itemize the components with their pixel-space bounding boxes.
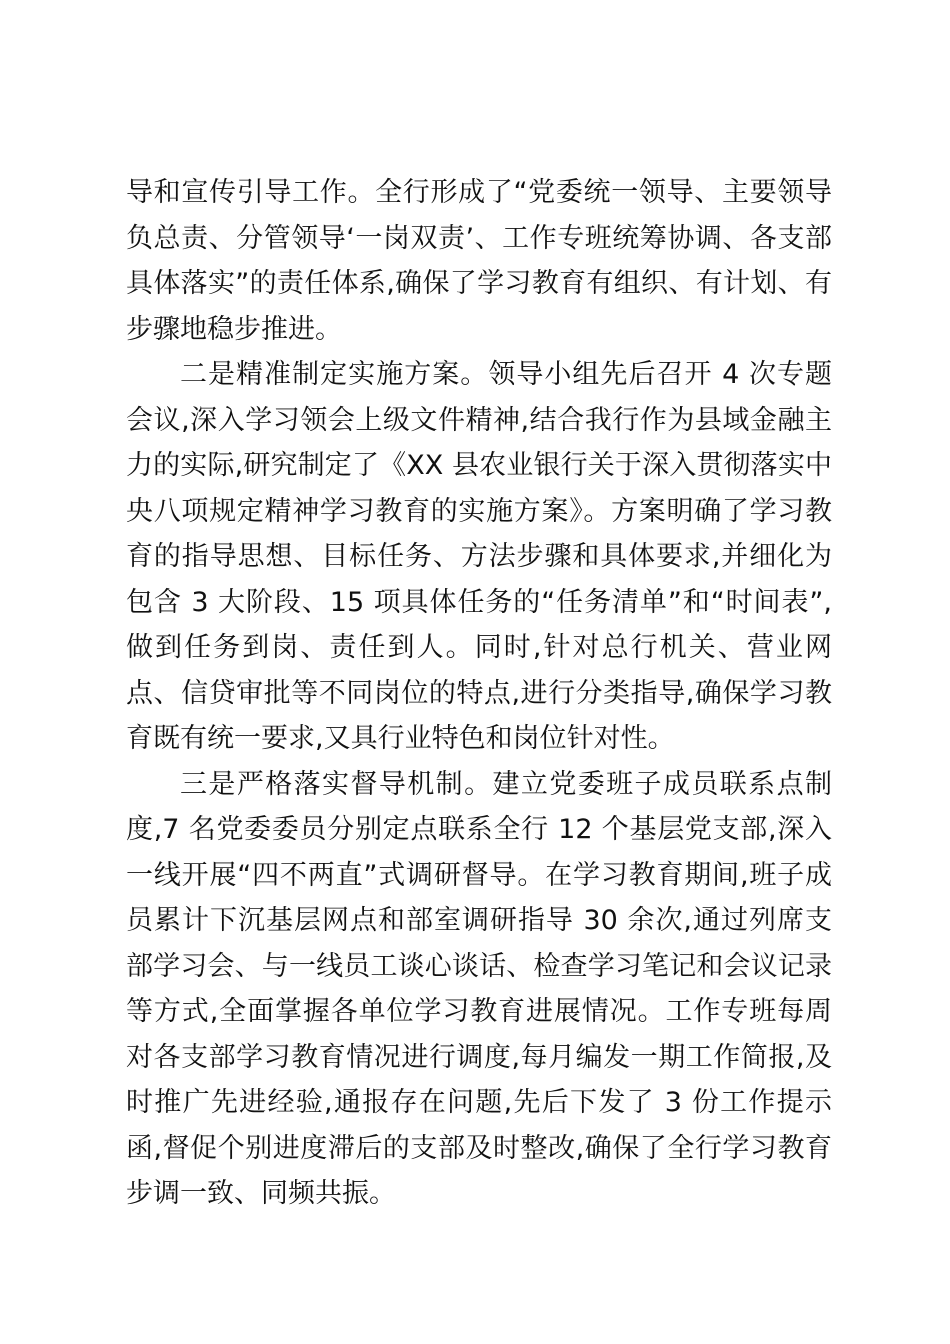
paragraph-continuation: 导和宣传引导工作。全行形成了“党委统一领导、主要领导负总责、分管领导‘一岗双责’、工作专班统筹协调、各支部具体落实”的责任体系,确保了学习教育有组织、有计划、有步骤地稳步推进。 xyxy=(126,177,832,345)
document-body xyxy=(126,170,832,1217)
paragraph-supervision-mechanism: 三是严格落实督导机制。建立党委班子成员联系点制度,7 名党委委员分别定点联系全行 12 个基层党支部,深入一线开展“四不两直”式调研督导。在学习教育期间,班子成员累计下沉基层网点和部室调研指导 30 余次,通过列席支部学习会、与一线员工谈心谈话、检查学习笔记和会议记录等方式,全面掌握各单位学习教育进展情况。工作专班每周对各支部学习教育情况进行调度,每月编发一期工作简报,及时推广先进经验,通报存在问题,先后下发了 3 份工作提示函,督促个别进度滞后的支部及时整改,确保了全行学习教育步调一致、同频共振。 xyxy=(126,768,832,1209)
paragraph-implementation-plan: 二是精准制定实施方案。领导小组先后召开 4 次专题会议,深入学习领会上级文件精神,结合我行作为县域金融主力的实际,研究制定了《XX 县农业银行关于深入贯彻落实中央八项规定精神学习教育的实施方案》。方案明确了学习教育的指导思想、目标任务、方法步骤和具体要求,并细化为包含 3 大阶段、15 项具体任务的“任务清单”和“时间表”,做到任务到岗、责任到人。同时,针对总行机关、营业网点、信贷审批等不同岗位的特点,进行分类指导,确保学习教育既有统一要求,又具行业特色和岗位针对性。 xyxy=(126,359,832,754)
